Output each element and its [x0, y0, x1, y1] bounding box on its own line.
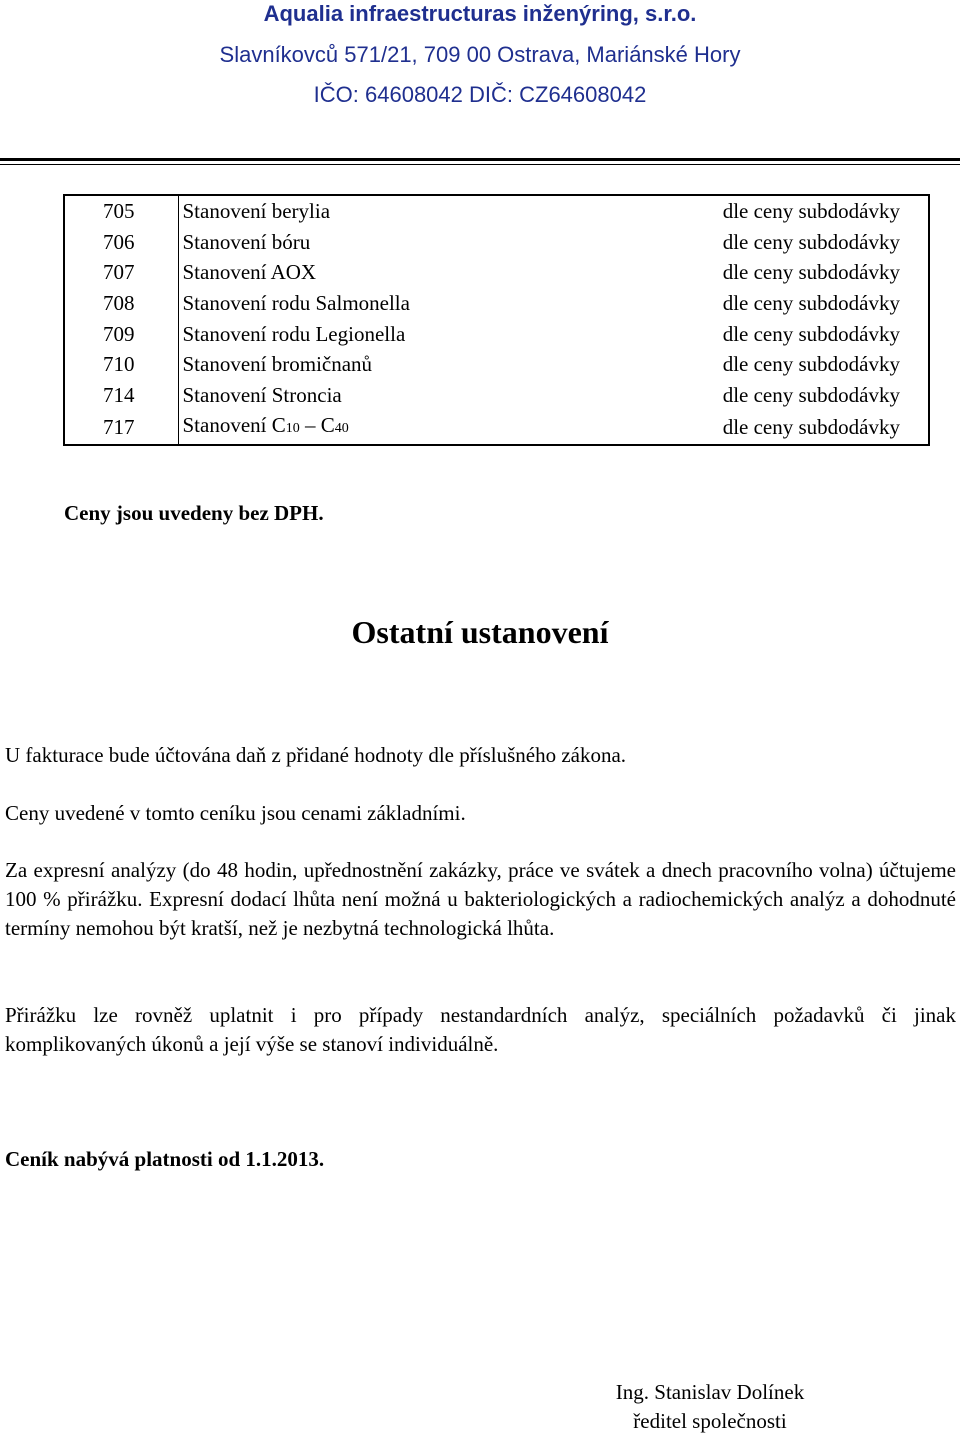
vat-note: Ceny jsou uvedeny bez DPH. — [64, 501, 324, 525]
row-price: dle ceny subdodávky — [722, 415, 900, 440]
desc-subscript: 10 — [285, 421, 300, 437]
row-description — [178, 410, 575, 445]
row-price: dle ceny subdodávky — [722, 229, 900, 254]
paragraph-vat: U fakturace bude účtována daň z přidané hodnoty dle příslušného zákona. — [5, 743, 627, 767]
desc-subscript: 40 — [334, 421, 349, 437]
row-code: 717 — [64, 410, 178, 445]
signature-block — [578, 1378, 842, 1436]
row-price: dle ceny subdodávky — [722, 321, 900, 346]
table-row — [64, 318, 929, 349]
row-description: Stanovení AOX — [182, 260, 317, 285]
row-description: Stanovení bromičnanů — [182, 352, 373, 377]
header-rule-thick — [0, 158, 960, 161]
row-code: 705 — [64, 195, 178, 227]
row-description: Stanovení Stroncia — [182, 382, 342, 407]
company-ids: IČO: 64608042 DIČ: CZ64608042 — [313, 82, 647, 107]
row-description: Stanovení bóru — [182, 229, 311, 254]
section-title: Ostatní ustanovení — [351, 614, 609, 650]
row-code: 710 — [64, 349, 178, 380]
desc-prefix: Stanovení C — [182, 413, 286, 438]
row-code: 714 — [64, 380, 178, 411]
row-price: dle ceny subdodávky — [722, 291, 900, 316]
table-row — [64, 380, 929, 411]
row-price: dle ceny subdodávky — [722, 260, 900, 285]
row-price: dle ceny subdodávky — [722, 199, 900, 224]
company-name: Aqualia infraestructuras inženýring, s.r.o. — [263, 1, 697, 26]
signatory-title: ředitel společnosti — [633, 1409, 787, 1433]
row-description: Stanovení rodu Salmonella — [182, 291, 410, 316]
signatory-name: Ing. Stanislav Dolínek — [615, 1380, 805, 1404]
row-description: Stanovení rodu Legionella — [182, 321, 406, 346]
table-row — [64, 257, 929, 288]
table-row — [64, 410, 929, 445]
row-code: 708 — [64, 288, 178, 319]
row-description: Stanovení berylia — [182, 199, 331, 224]
company-address: Slavníkovců 571/21, 709 00 Ostrava, Mariánské Hory — [219, 42, 741, 67]
paragraph-base-prices: Ceny uvedené v tomto ceníku jsou cenami základními. — [5, 801, 466, 825]
paragraph-surcharge: Přirážku lze rovněž uplatnit i pro případy nestandardních analýz, speciálních požadavků či jinak komplikovaných úkonů a její výše se stanoví individuálně. — [5, 1003, 956, 1056]
table-row — [64, 195, 929, 227]
header-rule-thin — [0, 164, 960, 165]
company-header — [0, 0, 960, 110]
table-row — [64, 288, 929, 319]
row-price: dle ceny subdodávky — [722, 352, 900, 377]
desc-middle: – C — [299, 413, 335, 438]
price-table — [63, 194, 930, 446]
row-code: 707 — [64, 257, 178, 288]
table-row — [64, 349, 929, 380]
row-price: dle ceny subdodávky — [722, 382, 900, 407]
row-code: 709 — [64, 318, 178, 349]
validity-note: Ceník nabývá platnosti od 1.1.2013. — [5, 1147, 325, 1171]
paragraph-express: Za expresní analýzy (do 48 hodin, upřednostnění zakázky, práce ve svátek a dnech pracovního volna) účtujeme 100 % přirážku. Expresní dodací lhůta není možná u bakteriologických a radiochemických analýz a dohodnuté termíny nemohou být kratší, než je nezbytná technologická lhůta. — [5, 858, 956, 940]
table-row — [64, 227, 929, 258]
row-code: 706 — [64, 227, 178, 258]
